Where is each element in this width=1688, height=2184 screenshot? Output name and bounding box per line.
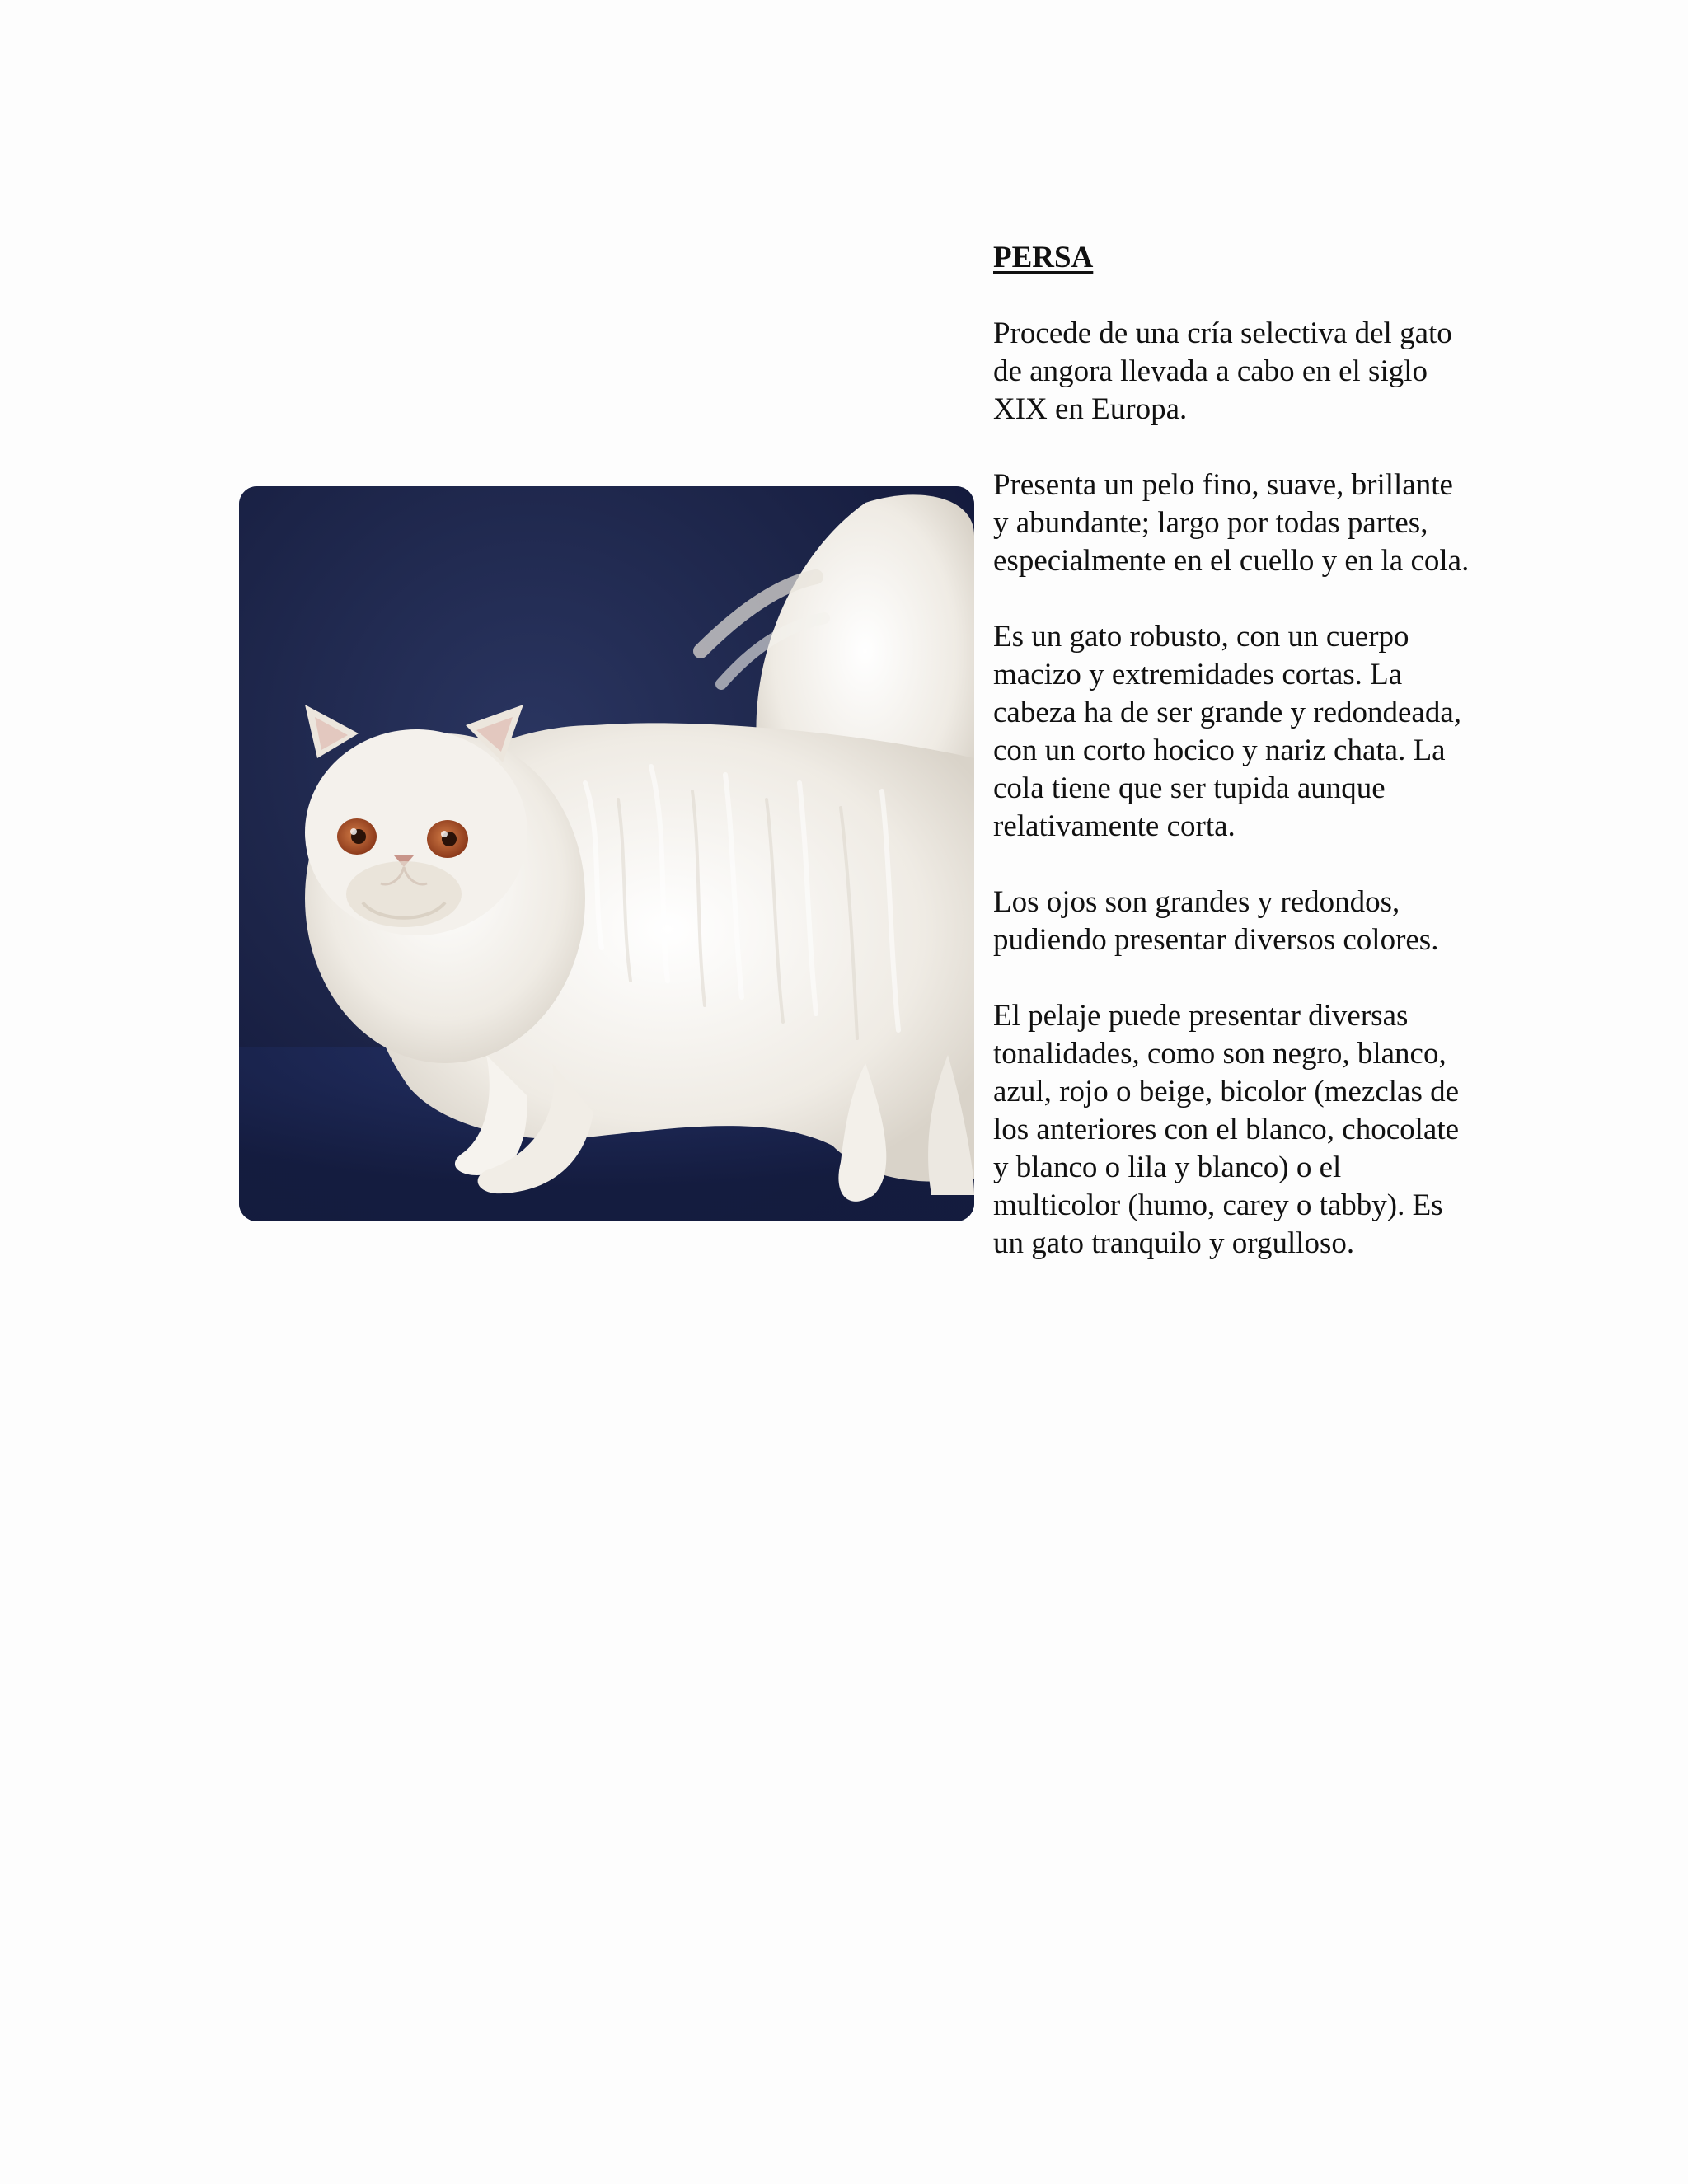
page-title: PERSA <box>993 241 1094 274</box>
paragraph-origin: Procede de una cría selectiva del gato de angora llevada a cabo en el siglo XIX en Europa. <box>993 316 1452 426</box>
paragraph-eyes: Los ojos son grandes y redondos, pudiendo presentar diversos colores. <box>993 885 1439 957</box>
persian-cat-photo <box>239 486 974 1221</box>
paragraph-fur: Presenta un pelo fino, suave, brillante y abundante; largo por todas partes, especialmente en el cuello y en la cola. <box>993 468 1470 578</box>
paragraph-body: Es un gato robusto, con un cuerpo macizo y extremidades cortas. La cabeza ha de ser grande y redondeada, con un corto hocico y nariz chata. La cola tiene que ser tupida aunque relativamente corta. <box>993 620 1462 843</box>
paragraph-coat-colors: El pelaje puede presentar diversas tonalidades, como son negro, blanco, azul, rojo o beige, bicolor (mezclas de los anteriores con el blanco, chocolate y blanco o lila y blanco) o el multicolor (humo, carey o tabby). Es un gato tranquilo y orgulloso. <box>993 999 1460 1260</box>
cat-illustration <box>239 486 974 1221</box>
text-column <box>993 239 1471 1301</box>
